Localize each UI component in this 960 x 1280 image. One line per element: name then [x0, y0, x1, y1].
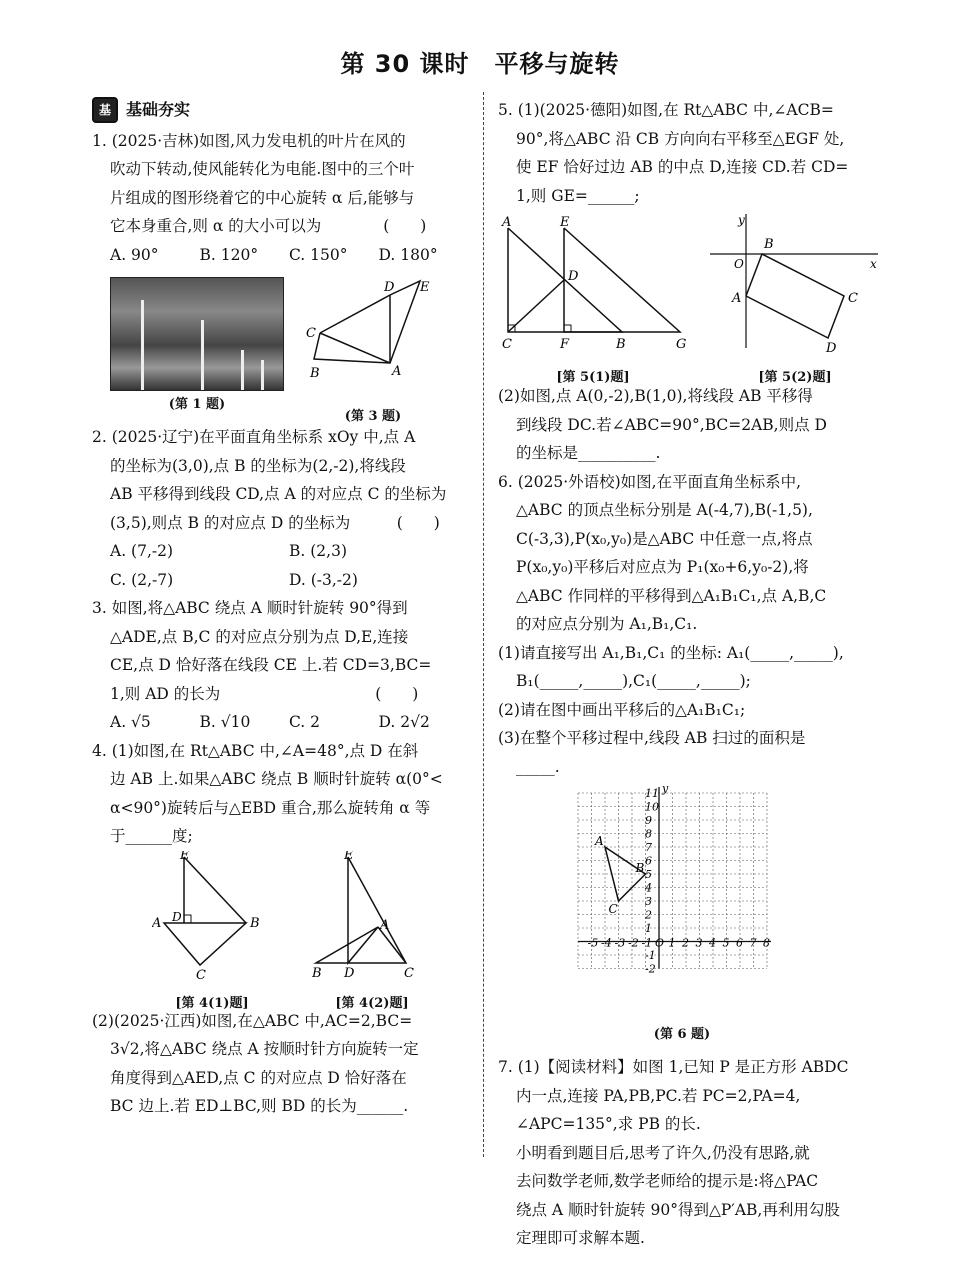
question-1-line: 它本身重合,则 α 的大小可以为 ( ) [110, 217, 427, 235]
question-1-line: 1. (2025·吉林)如图,风力发电机的叶片在风的 [92, 131, 406, 150]
figure-caption: (第 3 题) [344, 408, 402, 424]
page-title: 第 30 课时 平移与旋转 [340, 50, 620, 78]
x-tick-label: -5 [587, 936, 599, 950]
figure-caption: [第 5(1)题] [556, 369, 630, 385]
option: B. 120° [199, 245, 259, 264]
svg-text:B: B [310, 366, 320, 381]
question-3-options [92, 708, 468, 737]
svg-text:C: C [306, 326, 316, 341]
column-divider [483, 92, 484, 1157]
question-5-line: 1,则 GE=______; [516, 186, 640, 205]
figure-row [92, 277, 468, 423]
figure-caption: [第 5(2)题] [758, 369, 832, 385]
question-4-line: 边 AB 上.如果△ABC 绕点 B 顺时针旋转 α(0°< [110, 770, 443, 788]
svg-text:D: D [568, 269, 579, 284]
svg-text:A: A [392, 364, 402, 379]
svg-text:D: D [384, 280, 395, 295]
option: C. 150° [289, 245, 348, 264]
question-4-2-line: (2)(2025·江西)如图,在△ABC 中,AC=2,BC= [92, 1011, 413, 1030]
question-7-line: 绕点 A 顺时针旋转 90°得到△P′AB,再利用勾股 [516, 1200, 840, 1219]
option: A. (7,-2) [110, 542, 174, 560]
svg-text:O: O [734, 257, 744, 271]
question-4-2-line: 3√2,将△ABC 绕点 A 按顺时针方向旋转一定 [110, 1040, 419, 1058]
question-6-line: P(x₀,y₀)平移后对应点为 P₁(x₀+6,y₀-2),将 [516, 558, 809, 576]
question-6-line: △ABC 的顶点坐标分别是 A(-4,7),B(-1,5), [516, 501, 813, 519]
question-4-line: 于______度; [110, 827, 193, 845]
question-6-sub-line: (3)在整个平移过程中,线段 AB 扫过的面积是 [498, 729, 806, 747]
figure-caption: [第 4(2)题] [335, 996, 409, 1011]
question-1-line: 吹动下转动,使风能转化为电能.图中的三个叶 [110, 160, 415, 178]
x-tick-label: 3 [695, 936, 703, 950]
svg-text:A: A [152, 915, 162, 931]
option: B. (2,3) [289, 542, 347, 560]
option: D. 180° [378, 245, 438, 264]
coordinate-grid-chart [572, 783, 792, 1011]
question-4-2-line: BC 边上.若 ED⊥BC,则 BD 的长为______. [110, 1097, 409, 1115]
y-tick-label: 1 [645, 922, 652, 935]
rotation-diagram-4-1 [152, 851, 272, 981]
y-tick-label: 5 [645, 868, 652, 881]
svg-text:C: C [502, 337, 512, 352]
question-6-sub-line: (2)请在图中画出平移后的△A₁B₁C₁; [498, 700, 746, 719]
wind-turbine-photo [110, 277, 284, 391]
question-5-2-line: (2)如图,点 A(0,-2),B(1,0),将线段 AB 平移得 [498, 387, 813, 405]
x-tick-label: 6 [736, 936, 743, 950]
y-tick-label: 9 [645, 814, 652, 827]
x-tick-label: 5 [722, 936, 730, 950]
question-3-line: CE,点 D 恰好落在线段 CE 上.若 CD=3,BC= [110, 656, 432, 674]
question-3-line: △ADE,点 B,C 的对应点分别为点 D,E,连接 [110, 627, 409, 646]
question-7-line: 7. (1)【阅读材料】如图 1,已知 P 是正方形 ABDC [498, 1058, 849, 1076]
question-2-options [92, 537, 468, 566]
svg-text:F: F [560, 337, 570, 352]
x-tick-label: 2 [682, 936, 689, 950]
left-column [92, 96, 468, 1121]
question-5-line: 5. (1)(2025·德阳)如图,在 Rt△ABC 中,∠ACB= [498, 101, 834, 119]
question-6-line: 6. (2025·外语校)如图,在平面直角坐标系中, [498, 472, 802, 491]
point-label-b: B [635, 861, 645, 875]
x-tick-label: -2 [628, 936, 639, 950]
question-6-sub-line: B₁(_____,_____),C₁(_____,_____); [516, 672, 751, 690]
question-6-line: △ABC 作同样的平移得到△A₁B₁C₁,点 A,B,C [516, 586, 827, 605]
question-7-line: ∠APC=135°,求 PB 的长. [516, 1115, 701, 1133]
question-7-line: 去问数学老师,数学老师给的提示是:将△PAC [516, 1172, 819, 1190]
svg-text:E: E [344, 850, 354, 863]
figure-5-2 [710, 214, 880, 385]
option: C. 2 [289, 713, 321, 731]
x-tick-label: O [655, 936, 665, 950]
question-2-line: 2. (2025·辽宁)在平面直角坐标系 xOy 中,点 A [92, 428, 416, 446]
x-tick-label: 8 [763, 936, 770, 950]
y-tick-label: 7 [645, 841, 652, 854]
question-2-line: (3,5),则点 B 的对应点 D 的坐标为 ( ) [110, 513, 440, 532]
question-2-options [92, 566, 468, 595]
svg-text:C: C [404, 965, 414, 981]
question-5-line: 90°,将△ABC 沿 CB 方向向右平移至△EGF 处, [516, 129, 845, 148]
x-tick-label: -3 [614, 936, 626, 950]
question-6-sub-line: (1)请直接写出 A₁,B₁,C₁ 的坐标: A₁(_____,_____), [498, 643, 844, 662]
figure-3 [298, 277, 448, 423]
question-6-line: 的对应点分别为 A₁,B₁,C₁. [516, 615, 698, 633]
svg-text:B: B [764, 237, 774, 252]
section-header [92, 96, 468, 125]
x-tick-label: -4 [601, 936, 612, 950]
figure-4-1 [152, 850, 272, 1011]
question-7-line: 定理即可求解本题. [516, 1229, 645, 1247]
svg-text:B: B [616, 337, 626, 352]
svg-text:E: E [180, 850, 190, 863]
svg-text:D: D [826, 341, 837, 354]
question-6-line: C(-3,3),P(x₀,y₀)是△ABC 中任意一点,将点 [516, 529, 813, 548]
x-tick-label: 1 [668, 936, 676, 950]
option: B. √10 [199, 713, 251, 731]
svg-text:C: C [848, 291, 858, 306]
option: D. (-3,-2) [289, 570, 358, 589]
y-tick-label: -2 [645, 962, 656, 976]
question-6-sub-line: _____. [516, 757, 560, 776]
x-tick-label: 4 [709, 936, 716, 950]
question-1-line: 片组成的图形绕着它的中心旋转 α 后,能够与 [110, 188, 415, 207]
figure-row [152, 850, 468, 1011]
section-icon: 基 [92, 97, 118, 123]
question-2-line: AB 平移得到线段 CD,点 A 的对应点 C 的坐标为 [110, 485, 447, 503]
section-label: 基础夯实 [126, 100, 191, 119]
question-1-options [92, 241, 468, 270]
svg-text:E: E [560, 215, 570, 230]
option: C. (2,-7) [110, 570, 174, 589]
question-7-line: 内一点,连接 PA,PB,PC.若 PC=2,PA=4, [516, 1086, 801, 1105]
question-5-2-line: 到线段 DC.若∠ABC=90°,BC=2AB,则点 D [516, 415, 827, 434]
y-tick-label: 8 [645, 827, 652, 841]
question-5-2-line: 的坐标是__________. [516, 444, 661, 462]
svg-text:G: G [676, 337, 687, 352]
x-tick-label: -1 [641, 936, 653, 950]
figure-1 [110, 277, 284, 423]
point-label-c: C [608, 902, 618, 916]
svg-text:A: A [380, 917, 390, 933]
question-7-line: 小明看到题目后,思考了许久,仍没有思路,就 [516, 1143, 810, 1162]
svg-text:y: y [738, 214, 745, 227]
coordinate-diagram-5-2 [710, 214, 880, 354]
y-tick-label: 11 [645, 787, 659, 800]
y-axis-label: y [662, 783, 669, 795]
svg-text:D: D [344, 965, 355, 981]
option: A. √5 [110, 713, 151, 731]
question-4-line: 4. (1)如图,在 Rt△ABC 中,∠A=48°,点 D 在斜 [92, 741, 419, 760]
rotation-diagram-4-2 [312, 851, 432, 981]
question-4-line: α<90°)旋转后与△EBD 重合,那么旋转角 α 等 [110, 798, 431, 817]
y-tick-label: 4 [645, 881, 652, 895]
point-label-a: A [595, 834, 604, 848]
svg-text:C: C [196, 967, 206, 981]
y-tick-label: -1 [645, 949, 656, 962]
svg-text:D: D [172, 909, 182, 924]
right-column [498, 96, 877, 1253]
figure-caption: [第 4(1)题] [175, 996, 249, 1011]
y-tick-label: 2 [645, 908, 652, 922]
svg-text:A: A [732, 291, 742, 306]
question-4-2-line: 角度得到△AED,点 C 的对应点 D 恰好落在 [110, 1068, 407, 1087]
question-3-line: 3. 如图,将△ABC 绕点 A 顺时针旋转 90°得到 [92, 599, 408, 617]
figure-5-1 [498, 214, 688, 385]
question-2-line: 的坐标为(3,0),点 B 的坐标为(2,-2),将线段 [110, 456, 406, 475]
question-5-line: 使 EF 恰好过边 AB 的中点 D,连接 CD.若 CD= [516, 158, 849, 176]
figure-caption: (第 6 题) [653, 1026, 711, 1042]
svg-text:B: B [312, 965, 322, 981]
svg-text:x: x [870, 257, 877, 271]
figure-caption: (第 1 题) [168, 397, 226, 412]
option: D. 2√2 [378, 713, 430, 731]
figure-4-2 [312, 850, 432, 1011]
y-tick-label: 3 [645, 895, 652, 908]
figure-row [498, 214, 877, 385]
figure-6 [572, 783, 870, 1049]
translation-diagram-5-1 [498, 214, 688, 354]
svg-text:A: A [502, 215, 512, 230]
option: A. 90° [110, 245, 159, 264]
svg-text:B: B [250, 915, 260, 931]
y-tick-label: 10 [645, 800, 659, 814]
x-tick-label: 7 [749, 936, 757, 950]
triangle-rotation-diagram [298, 277, 448, 393]
y-tick-label: 6 [645, 854, 652, 868]
svg-text:E: E [420, 280, 430, 295]
question-3-line: 1,则 AD 的长为 ( ) [110, 684, 419, 703]
